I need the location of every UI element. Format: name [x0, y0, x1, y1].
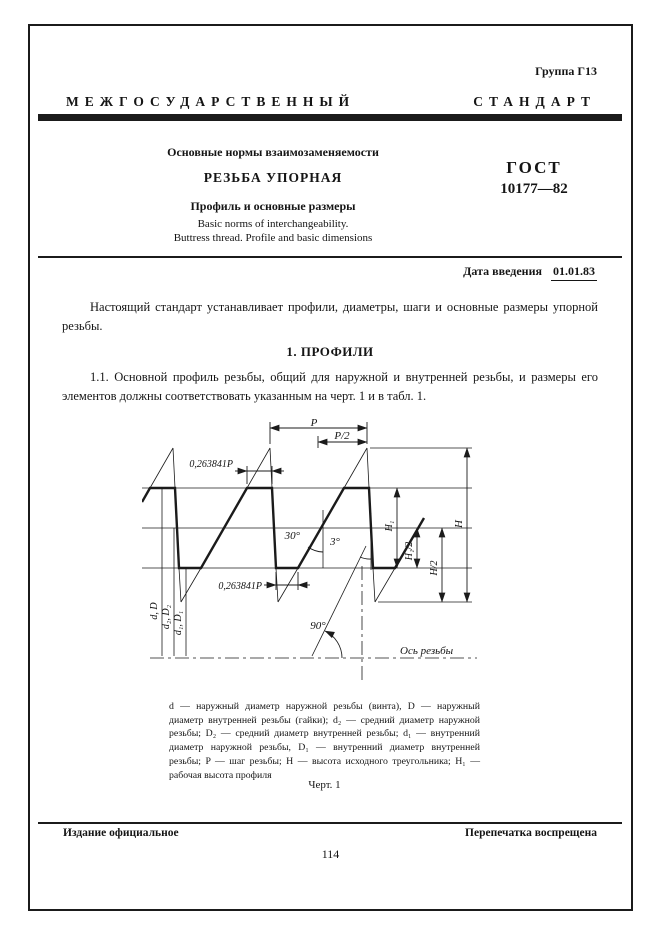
- label-major-diameter: d, D: [149, 602, 160, 620]
- label-h1: H₁: [384, 520, 395, 532]
- date-value: 01.01.83: [551, 264, 597, 281]
- section-1-title: 1. ПРОФИЛИ: [286, 344, 374, 359]
- label-angle-3: 3°: [330, 536, 340, 548]
- standard-word-1: МЕЖГОСУДАРСТВЕННЫЙ: [66, 94, 356, 109]
- gost-number: 10177—82: [500, 181, 568, 197]
- title-subtitle: Профиль и основные размеры: [190, 199, 356, 213]
- label-h-half: H/2: [429, 560, 440, 576]
- label-thread-axis: Ось резьбы: [400, 645, 454, 657]
- introduction-date: [63, 264, 597, 281]
- label-pitch: P: [310, 418, 318, 429]
- flank-construction-line: [312, 546, 366, 656]
- footer-reprint-note: Перепечатка воспрещена: [465, 827, 597, 839]
- title-category: Основные нормы взаимозаменяемости: [167, 145, 379, 159]
- label-minor-diameter: d₁, D₁: [173, 610, 184, 636]
- label-pitch-diameter: d₂, D₂: [161, 604, 172, 630]
- group-label: Группа Г13: [535, 64, 597, 78]
- reference-lines: [142, 448, 472, 602]
- label-root-flat: 0,263841P: [218, 581, 262, 592]
- label-angle-90: 90°: [310, 620, 326, 632]
- title-main: РЕЗЬБА УПОРНАЯ: [203, 170, 343, 185]
- intro-paragraph: Настоящий стандарт устанавливает профили, диаметры, шаги и основные размеры упорной резьбы.: [62, 300, 598, 333]
- label-h1-half: H₁/2: [404, 541, 415, 561]
- title-english-1: Basic norms of interchangeability.: [197, 218, 349, 230]
- standard-word-2: СТАНДАРТ: [473, 94, 596, 109]
- right-angle-arc: [325, 631, 342, 658]
- footer-rule: [38, 822, 622, 824]
- thread-profile-figure: [142, 418, 562, 688]
- page-number: 114: [321, 847, 340, 861]
- label-half-pitch: P/2: [334, 430, 350, 442]
- header-rule-thick: [38, 114, 622, 121]
- label-angle-30: 30°: [284, 530, 300, 542]
- title-english-2: Buttress thread. Profile and basic dimensions: [173, 231, 373, 244]
- dimension-crest-flat: [235, 466, 284, 484]
- figure-number: Черт. 1: [308, 779, 341, 791]
- dimension-pitch: [270, 422, 367, 444]
- title-block: [63, 145, 483, 246]
- paragraph-1-1: 1.1. Основной профиль резьбы, общий для наружной и внутренней резьбы, и размеры его элементов должны соответствовать указанным на черт. 1 и в табл. 1.: [62, 370, 598, 403]
- footer-official-note: Издание официальное: [63, 827, 179, 839]
- date-label: Дата введения: [463, 264, 542, 278]
- label-h: H: [453, 520, 465, 528]
- gost-label: ГОСТ: [506, 158, 562, 177]
- figure-caption: d — наружный диаметр наружной резьбы (винта), D — наружный диаметр внутренней резьбы (гайки); d₂ — средний диаметр наружной резьбы; D₂ — средний диаметр внутренней резьбы; d₁ — внутренний диаметр наружной резьбы, D₁ — внутренний диаметр внутренней резьбы; P — шаг резьбы; H — высота исходного треугольника; H₁ — рабочая высота профиля: [169, 701, 480, 781]
- title-separator-rule: [38, 256, 622, 258]
- standard-type-heading: [66, 94, 596, 110]
- label-crest-flat: 0,263841P: [189, 459, 233, 470]
- gost-designation: [468, 158, 600, 198]
